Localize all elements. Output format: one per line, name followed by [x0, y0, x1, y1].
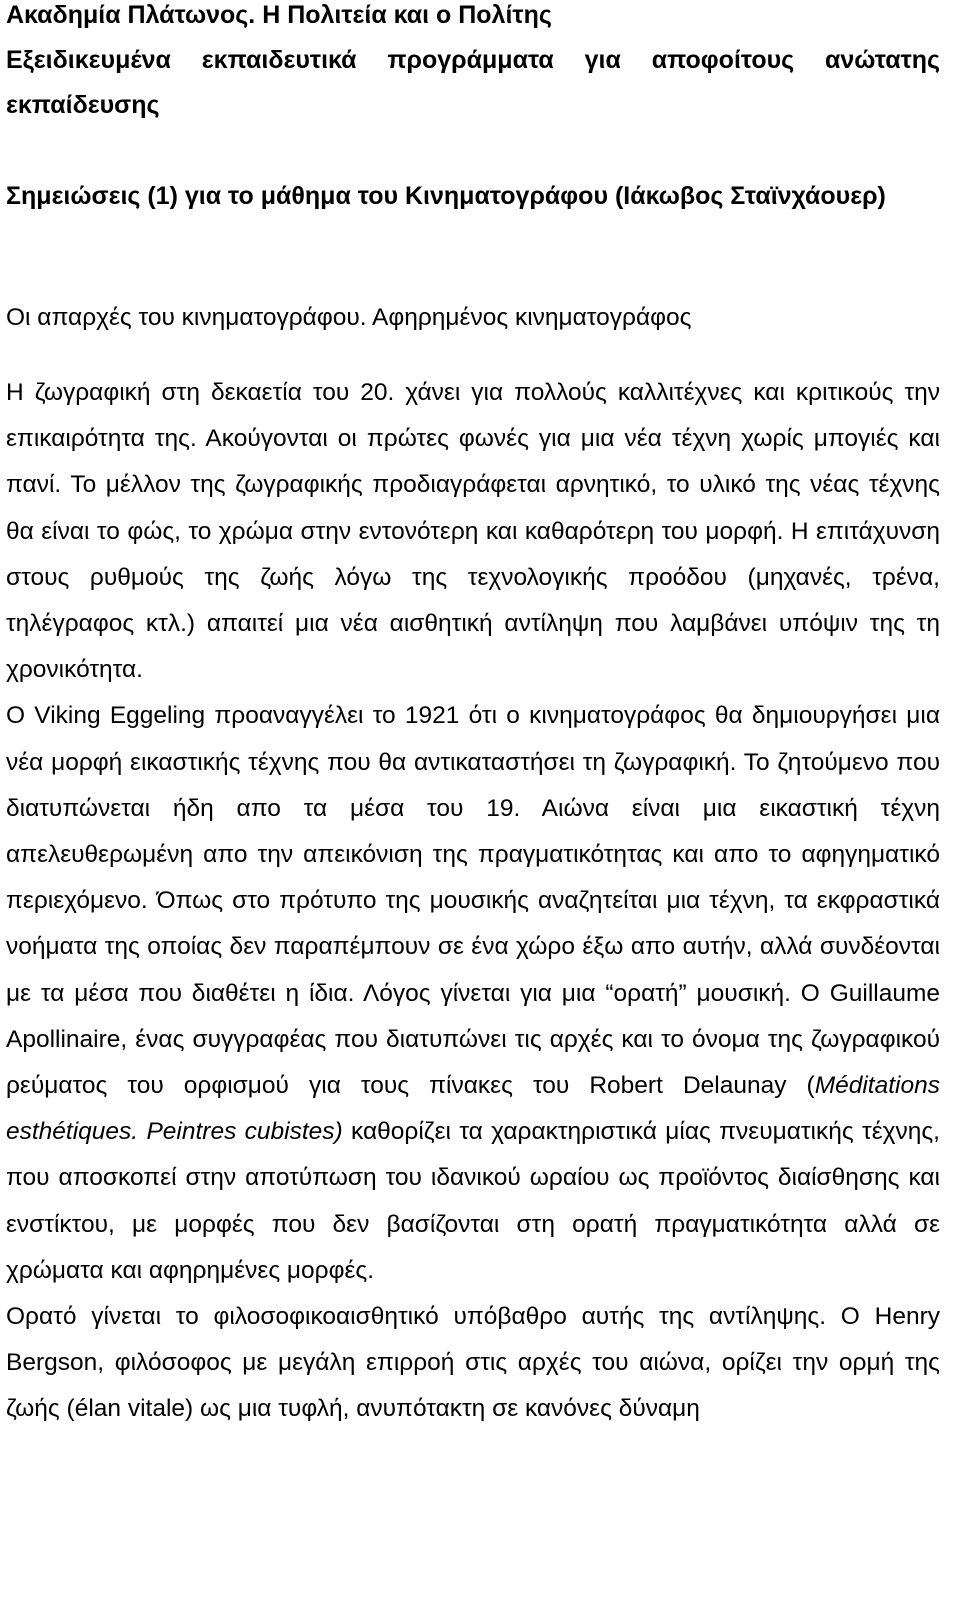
notes-title-block — [6, 174, 940, 219]
notes-title: Σημειώσεις (1) για το μάθημα του Κινηματογράφου (Ιάκωβος Σταϊνχάουερ) — [6, 182, 886, 210]
body-text — [6, 370, 940, 1433]
paragraph-2 — [6, 693, 940, 1294]
section-heading: Οι απαρχές του κινηματογράφου. Αφηρημένος κινηματογράφος — [6, 304, 692, 331]
header-line-program: Εξειδικευμένα εκπαιδευτικά προγράμματα για αποφοίτους ανώτατης εκπαίδευσης — [6, 46, 940, 119]
paragraph-3: Ορατό γίνεται το φιλοσοφικοαισθητικό υπόβαθρο αυτής της αντίληψης. Ο Henry Bergson, φιλόσοφος με μεγάλη επιρροή στις αρχές του αιώνα, ορίζει την ορμή της ζωής (élan vitale) ως μια τυφλή, ανυπότακτη σε κανόνες δύναμη — [6, 1303, 940, 1423]
paragraph-2-text-a: Ο Viking Eggeling προαναγγέλει το 1921 ότι ο κινηματογράφος θα δημιουργήσει μια νέα μορφή εικαστικής τέχνης που θα αντικαταστήσει τη ζωγραφική. Το ζητούμενο που διατυπώνεται ήδη απο τα μέσα του 19. Αιώνα είναι μια εικαστική τέχνη απελευθερωμένη απο την απεικόνιση της πραγματικότητας και απο το αφηγηματικό περιεχόμενο. Όπως στο πρότυπο της μουσικής αναζητείται μια τέχνη, τα εκφραστικά νοήματα της οποίας δεν παραπέμπουν σε ένα χώρο έξω απο αυτήν, αλλά συνδέονται με τα μέσα που διαθέτει η ίδια. Λόγος γίνεται για μια “ορατή” μουσική. Ο Guillaume Apollinaire, ένας συγγραφέας που διατυπώνει τις αρχές και το όνομα της ζωγραφικού ρεύματος του ορφισμού για τους πίνακες του Robert Delaunay ( — [6, 702, 940, 1100]
paragraph-2-text-b: καθορίζει τα χαρακτηριστικά μίας πνευματικής τέχνης, που αποσκοπεί στην αποτύπωση του ιδανικού ωραίου ως προϊόντος διαίσθησης και ενστίκτου, με μορφές που δεν βασίζονται στη ορατή πραγματικότητα αλλά σε χρώματα και αφηρημένες μορφές. — [6, 1118, 940, 1284]
header-line-academy: Ακαδημία Πλάτωνος. Η Πολιτεία και ο Πολίτης — [6, 1, 552, 29]
document-header — [6, 0, 940, 128]
paragraph-2-italic-title: Méditations esthétiques. Peintres cubistes) — [6, 1072, 940, 1146]
paragraph-1: Η ζωγραφική στη δεκαετία του 20. χάνει για πολλούς καλλιτέχνες και κριτικούς την επικαιρότητα της. Ακούγονται οι πρώτες φωνές για μια νέα τέχνη χωρίς μπογιές και πανί. Το μέλλον της ζωγραφικής προδιαγράφεται αρνητικό, το υλικό της νέας τέχνης θα είναι το φώς, το χρώμα στην εντονότερη και καθαρότερη του μορφή. Η επιτάχυνση στους ρυθμούς της ζωής λόγω της τεχνολογικής προόδου (μηχανές, τρένα, τηλέγραφος κτλ.) απαιτεί μια νέα αισθητική αντίληψη που λαμβάνει υπόψιν της τη χρονικότητα. — [6, 379, 940, 684]
